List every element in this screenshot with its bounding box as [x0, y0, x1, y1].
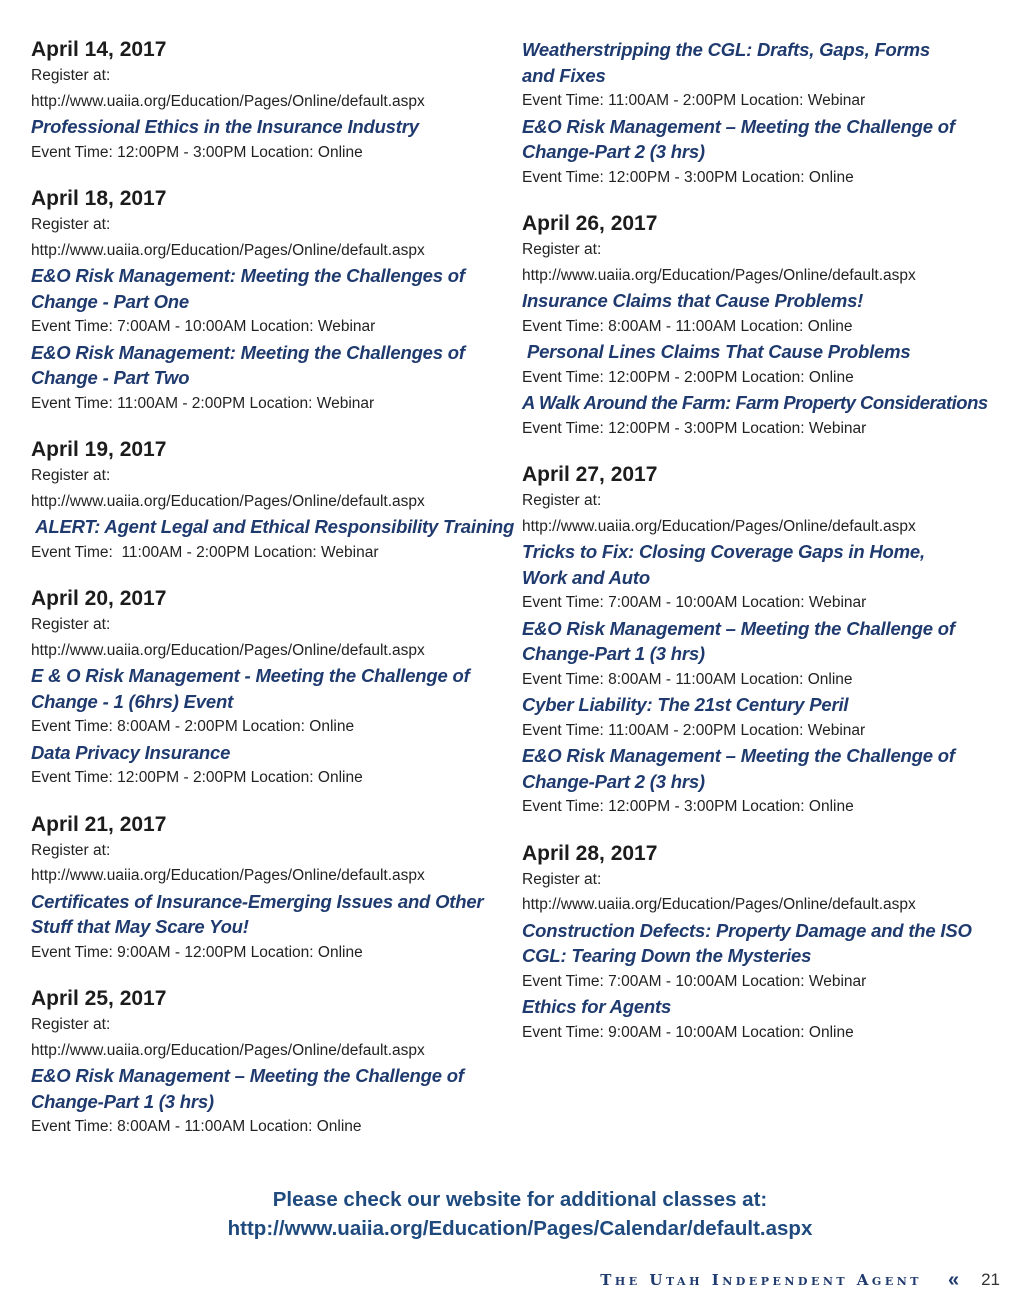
- register-label: Register at:: [522, 870, 602, 888]
- additional-classes-note: [0, 1185, 1024, 1243]
- register-label: Register at:: [31, 616, 111, 633]
- register-link[interactable]: http://www.uaiia.org/Education/Pages/Online/default.aspx: [31, 867, 425, 884]
- register-link[interactable]: http://www.uaiia.org/Education/Pages/Online/default.aspx: [31, 1041, 425, 1059]
- event-time: Event Time: 12:00PM - 3:00PM Location: Online: [522, 168, 854, 186]
- event-title[interactable]: Personal Lines Claims That Cause Problems: [522, 341, 911, 362]
- event-time: Event Time: 12:00PM - 3:00PM Location: Online: [31, 143, 363, 161]
- right-column: [522, 36, 1002, 1065]
- register-link[interactable]: http://www.uaiia.org/Education/Pages/Online/default.aspx: [31, 492, 425, 510]
- date-section: [31, 436, 515, 565]
- date-section: [31, 36, 501, 165]
- event-time: Event Time: 11:00AM - 2:00PM Location: Webinar: [522, 92, 866, 109]
- event-time: Event Time: 9:00AM - 12:00PM Location: Online: [31, 943, 363, 961]
- date-section: [522, 210, 1002, 441]
- publication-name: The Utah Independent Agent: [600, 1271, 922, 1289]
- event-date: April 27, 2017: [522, 463, 658, 486]
- register-link[interactable]: http://www.uaiia.org/Education/Pages/Online/default.aspx: [522, 517, 916, 535]
- event-date: April 14, 2017: [31, 38, 167, 61]
- event-time: Event Time: 11:00AM - 2:00PM Location: Webinar: [31, 543, 379, 561]
- register-label: Register at:: [31, 67, 111, 84]
- event-time: Event Time: 7:00AM - 10:00AM Location: Webinar: [31, 318, 376, 335]
- event-title[interactable]: E&O Risk Management – Meeting the Challenge of Change-Part 1 (3 hrs): [31, 1065, 464, 1112]
- event-title[interactable]: E&O Risk Management – Meeting the Challenge of Change-Part 2 (3 hrs): [522, 115, 955, 162]
- event-title[interactable]: Insurance Claims that Cause Problems!: [522, 290, 864, 311]
- event-title[interactable]: Professional Ethics in the Insurance Industry: [31, 116, 419, 137]
- date-section: [31, 585, 501, 791]
- register-link[interactable]: http://www.uaiia.org/Education/Pages/Online/default.aspx: [31, 641, 425, 659]
- event-date: April 18, 2017: [31, 187, 167, 210]
- event-title[interactable]: Weatherstripping the CGL: Drafts, Gaps, Forms and Fixes: [522, 39, 930, 86]
- event-title[interactable]: Construction Defects: Property Damage and the ISO CGL: Tearing Down the Mysteries: [522, 919, 972, 966]
- register-link[interactable]: http://www.uaiia.org/Education/Pages/Online/default.aspx: [522, 266, 916, 284]
- register-label: Register at:: [31, 467, 111, 484]
- event-time: Event Time: 7:00AM - 10:00AM Location: Webinar: [522, 594, 867, 611]
- event-date: April 21, 2017: [31, 812, 167, 836]
- chevron-left-icon: «: [947, 1268, 960, 1291]
- event-time: Event Time: 12:00PM - 3:00PM Location: Online: [522, 798, 854, 815]
- register-label: Register at:: [31, 1016, 111, 1033]
- event-title[interactable]: Data Privacy Insurance: [31, 741, 231, 763]
- register-link[interactable]: http://www.uaiia.org/Education/Pages/Online/default.aspx: [31, 241, 425, 259]
- calendar-link[interactable]: http://www.uaiia.org/Education/Pages/Calendar/default.aspx: [227, 1217, 813, 1240]
- register-label: Register at:: [31, 216, 111, 233]
- register-link[interactable]: http://www.uaiia.org/Education/Pages/Online/default.aspx: [522, 896, 916, 913]
- event-date: April 28, 2017: [522, 841, 658, 865]
- event-date: April 26, 2017: [522, 212, 658, 235]
- note-text: Please check our website for additional classes at:: [272, 1188, 768, 1211]
- register-label: Register at:: [522, 492, 602, 509]
- event-title[interactable]: E&O Risk Management: Meeting the Challenges of Change - Part One: [31, 265, 465, 312]
- event-time: Event Time: 8:00AM - 11:00AM Location: Online: [31, 1118, 362, 1135]
- event-date: April 25, 2017: [31, 987, 167, 1010]
- date-section: [522, 461, 1002, 820]
- date-section-continued: [522, 37, 1002, 190]
- event-title[interactable]: Certificates of Insurance-Emerging Issues and Other Stuff that May Scare You!: [31, 890, 484, 937]
- register-label: Register at:: [522, 241, 602, 258]
- date-section: [31, 811, 501, 966]
- register-label: Register at:: [31, 841, 111, 859]
- event-title[interactable]: A Walk Around the Farm: Farm Property Considerations: [522, 392, 988, 413]
- event-date: April 20, 2017: [31, 587, 167, 610]
- event-time: Event Time: 11:00AM - 2:00PM Location: Webinar: [31, 394, 375, 412]
- register-link[interactable]: http://www.uaiia.org/Education/Pages/Online/default.aspx: [31, 92, 425, 110]
- event-time: Event Time: 12:00PM - 2:00PM Location: Online: [31, 769, 363, 786]
- event-time: Event Time: 8:00AM - 11:00AM Location: Online: [522, 670, 853, 688]
- event-title[interactable]: E&O Risk Management: Meeting the Challenges of Change - Part Two: [31, 341, 465, 388]
- event-title[interactable]: ALERT: Agent Legal and Ethical Responsibility Training: [31, 516, 515, 537]
- event-time: Event Time: 8:00AM - 11:00AM Location: Online: [522, 317, 853, 335]
- date-section: [31, 185, 501, 416]
- event-time: Event Time: 11:00AM - 2:00PM Location: Webinar: [522, 721, 866, 739]
- event-title[interactable]: E&O Risk Management – Meeting the Challenge of Change-Part 1 (3 hrs): [522, 617, 955, 664]
- page-footer: [590, 1268, 1000, 1292]
- event-date: April 19, 2017: [31, 438, 167, 461]
- event-time: Event Time: 12:00PM - 2:00PM Location: Online: [522, 368, 854, 386]
- date-section: [31, 985, 501, 1140]
- event-title[interactable]: Tricks to Fix: Closing Coverage Gaps in Home, Work and Auto: [522, 541, 925, 588]
- event-title[interactable]: E & O Risk Management - Meeting the Challenge of Change - 1 (6hrs) Event: [31, 665, 470, 712]
- event-time: Event Time: 8:00AM - 2:00PM Location: Online: [31, 718, 355, 735]
- event-title[interactable]: Ethics for Agents: [522, 996, 672, 1017]
- event-title[interactable]: Cyber Liability: The 21st Century Peril: [522, 694, 849, 715]
- event-time: Event Time: 12:00PM - 3:00PM Location: Webinar: [522, 419, 867, 437]
- page-number: 21: [981, 1270, 1000, 1289]
- event-time: Event Time: 9:00AM - 10:00AM Location: Online: [522, 1023, 854, 1041]
- date-section: [522, 840, 1002, 1046]
- event-title[interactable]: E&O Risk Management – Meeting the Challenge of Change-Part 2 (3 hrs): [522, 745, 955, 792]
- left-column: [31, 36, 515, 1160]
- event-time: Event Time: 7:00AM - 10:00AM Location: Webinar: [522, 972, 867, 990]
